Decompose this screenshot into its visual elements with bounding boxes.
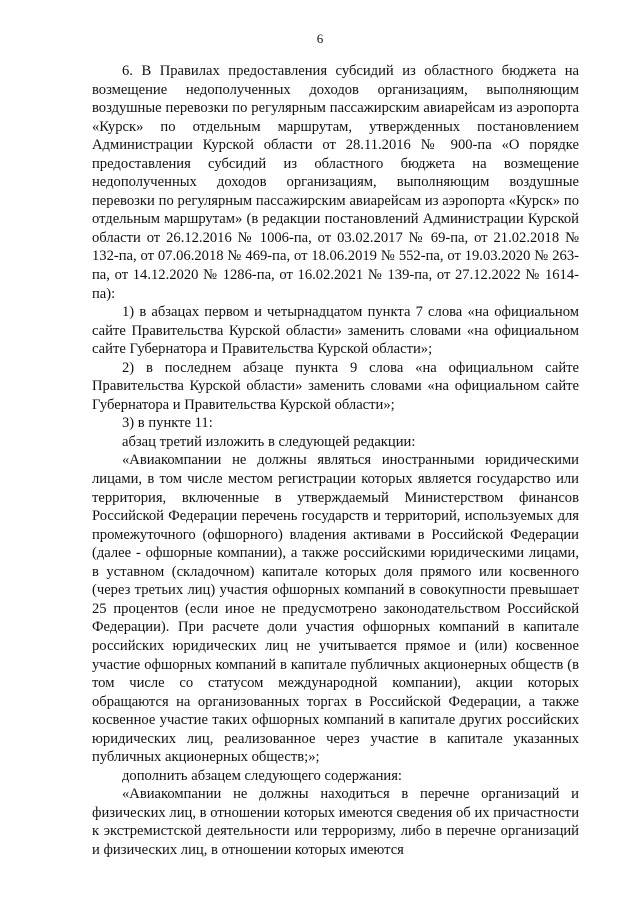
paragraph-subitem-3: 3) в пункте 11: xyxy=(122,415,213,432)
paragraph-subitem-1: 1) в абзацах первом и четырнадцатом пункта 7 слова «на официальном сайте Правительства Курской области» заменить словами «на официальном сайте Губернатора и Правительства Курской области»; xyxy=(92,304,579,358)
paragraph-item-6: 6. В Правилах предоставления субсидий из областного бюджета на возмещение недополученных доходов организациям, выполняющим воздушные перевозки по регулярным пассажирским авиарейсам из аэропорта «Курск» по отдельным маршрутам, утвержденных постановлением Администрации Курской области от 28.11.2016 № 900-па «О порядке предоставления субсидий из областного бюджета на возмещение недополученных доходов организациям, выполняющим воздушные перевозки по регулярным пассажирским авиарейсам из аэропорта «Курск» по отдельным маршрутам» (в редакции постановлений Администрации Курской области от 26.12.2016 № 1006-па, от 03.02.2017 № 69-па, от 21.02.2018 № 132-па, от 07.06.2018 № 469-па, от 18.06.2019 № 552-па, от 19.03.2020 № 263-па, от 14.12.2020 № 1286-па, от 16.02.2021 № 139-па, от 27.12.2022 № 1614-па): xyxy=(92,63,579,302)
page-number: 6 xyxy=(316,31,324,46)
paragraph-subitem-2: 2) в последнем абзаце пункта 9 слова «на официальном сайте Правительства Курской области» заменить словами «на официальном сайте Губернатора и Правительства Курской области»; xyxy=(92,359,579,413)
paragraph-quoted-new-text: «Авиакомпании не должны являться иностранными юридическими лицами, в том числе местом регистрации которых является государство или территория, включенные в утверждаемый Министерством финансов Российской Федерации перечень государств и территорий, используемых для промежуточного (офшорного) владения активами в Российской Федерации (далее - офшорные компании), а также российскими юридическими лицами, в уставном (складочном) капитале которых доля прямого или косвенного (через третьих лиц) участия офшорных компаний в совокупности превышает 25 процентов (если иное не предусмотрено законодательством Российской Федерации). При расчете доли участия офшорных компаний в капитале российских юридических лиц не учитывается прямое и (или) косвенное участие офшорных компаний в капитале публичных акционерных обществ (в том числе со статусом международной компании), акции которых обращаются на организованных торгах в Российской Федерации, а также косвенное участие таких офшорных компаний в капитале других российских юридических лиц, реализованное через участие в капитале указанных публичных акционерных обществ;»; xyxy=(92,452,579,766)
paragraph-instruction-add: дополнить абзацем следующего содержания: xyxy=(122,767,402,784)
paragraph-quoted-added-text: «Авиакомпании не должны находиться в перечне организаций и физических лиц, в отношении которых имеются сведения об их причастности к экстремистской деятельности или терроризму, либо в перечне организаций и физических лиц, в отношении которых имеются xyxy=(92,786,579,858)
paragraph-instruction-replace: абзац третий изложить в следующей редакции: xyxy=(122,433,416,450)
document-body xyxy=(92,62,579,860)
